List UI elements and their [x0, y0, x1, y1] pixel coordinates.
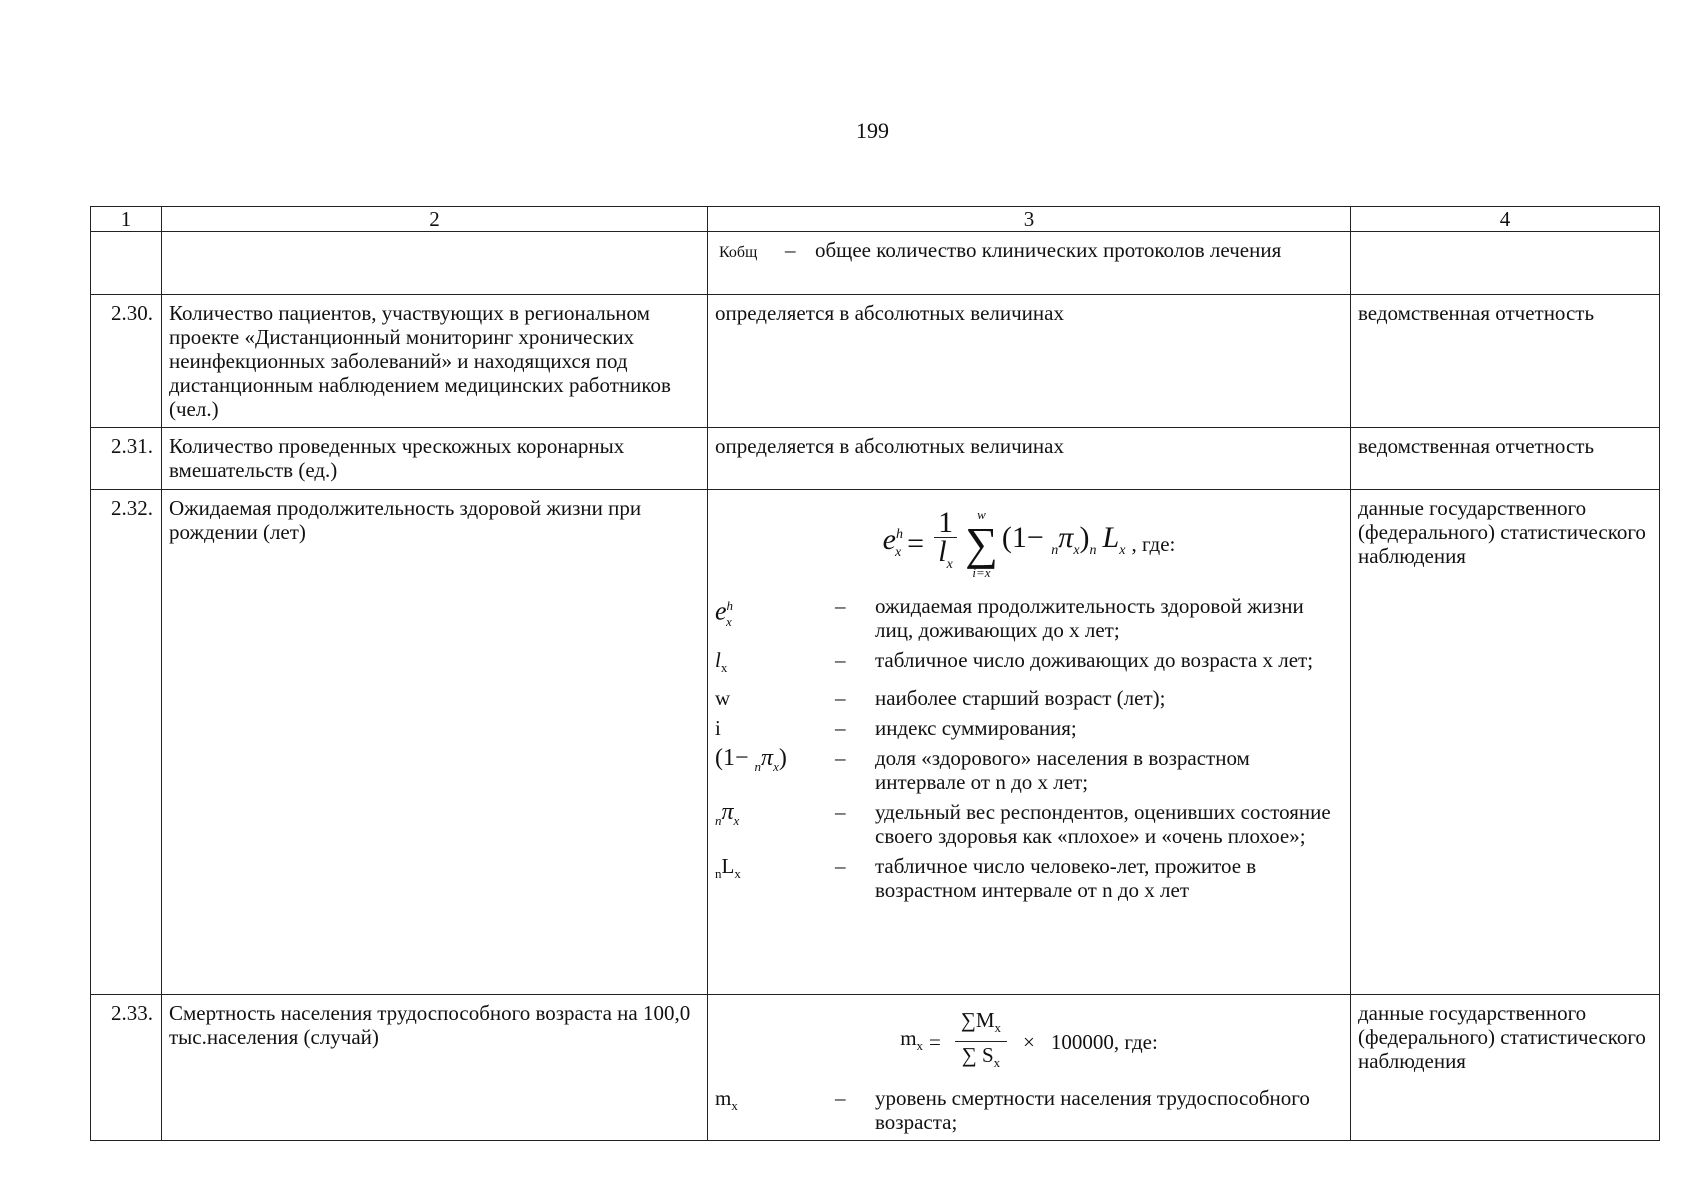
row-number: 2.31. [91, 428, 162, 490]
definition-text: доля «здорового» населения в возрастном интервале от n до x лет; [875, 746, 1250, 795]
table-header-row [91, 207, 1660, 232]
header-col-3: 3 [708, 207, 1351, 232]
indicator-name: Смертность населения трудоспособного возраста на 100,0 тыс.населения (случай) [162, 995, 708, 1141]
page-number: 199 [856, 118, 889, 143]
healthy-life-expectancy-formula: $e^h_x$ = $\frac{1}{l_x}$ w ∑ i=x $(1- _n\pi_x)_n$ $L_x$ , где: [882, 506, 1176, 580]
definition-text: табличное число человеко-лет, прожитое в возрастном интервале от n до x лет [875, 854, 1257, 903]
symbol-one-minus-pi: $(1- _n\pi_x)$ [715, 745, 787, 774]
definition-list: $e^h_x$ – ожидаемая продолжительность здоровой жизни лиц, доживающих до x лет; $l_x$ – табличное число доживающих до возраста x лет; w – наиболее старший возраст (лет); i – индекс суммирования; $(1- _n\pi_x)$ – доля «здорового» населения в возрастном интервале от n до x лет; $_n\pi_x$ – удельный вес респондентов, оценивших состояние своего здоровья как «плохое» и «очень плохое»; $_nL_x$ – табличное число человеко-лет, прожитое в возрастном интервале от n до x лет [715, 594, 1343, 902]
table-row-k-obsh [91, 232, 1660, 295]
data-source: ведомственная отчетность [1351, 295, 1660, 428]
indicator-name: Количество пациентов, участвующих в региональном проекте «Дистанционный мониторинг хронических неинфекционных заболеваний» и находящихся под дистанционным наблюдением медицинских работников (чел.) [162, 295, 708, 428]
indicator-name: Ожидаемая продолжительность здоровой жизни при рождении (лет) [162, 490, 708, 995]
calculation-method: определяется в абсолютных величинах [708, 428, 1351, 490]
data-source: данные государственного (федерального) статистического наблюдения [1351, 995, 1660, 1141]
data-source: ведомственная отчетность [1351, 428, 1660, 490]
row-number: 2.30. [91, 295, 162, 428]
indicator-table [90, 206, 1660, 1141]
definition-text: уровень смертности населения трудоспособного возраста; [875, 1086, 1310, 1135]
table-row-2-32 [91, 490, 1660, 995]
definition-text: общее количество клинических протоколов лечения [815, 238, 1282, 262]
data-source: данные государственного (федерального) статистического наблюдения [1351, 490, 1660, 995]
mortality-formula: $m_x$ = $\frac{\sum M_x}{\sum S_x}$ × 100000, где: [900, 1008, 1158, 1071]
symbol-w: w [715, 686, 731, 711]
indicator-name: Количество проведенных чрескожных коронарных вмешательств (ед.) [162, 428, 708, 490]
calculation-method: определяется в абсолютных величинах [708, 295, 1351, 428]
table-row-2-33 [91, 995, 1660, 1141]
definition-text: удельный вес респондентов, оценивших состояние своего здоровья как «плохое» и «очень плохое»; [875, 800, 1331, 849]
row-number: 2.32. [91, 490, 162, 995]
table-row-2-30 [91, 295, 1660, 428]
symbol-m-x: $m_x$ [715, 1086, 738, 1114]
definition-text: ожидаемая продолжительность здоровой жизни лиц, доживающих до x лет; [875, 594, 1304, 642]
definition-list: $m_x$ – уровень смертности населения трудоспособного возраста; [715, 1086, 1343, 1134]
symbol-n-l-x: $_nL_x$ [715, 854, 741, 882]
table-row-2-31 [91, 428, 1660, 490]
symbol-k-obsh: Кобщ [719, 244, 758, 261]
definition-k-obsh [715, 238, 1343, 265]
symbol-e-h-x: $e^h_x$ [715, 596, 734, 629]
definition-text: индекс суммирования; [875, 716, 1077, 741]
symbol-n-pi-x: $_n\pi_x$ [715, 799, 740, 828]
symbol-l-x: $l_x$ [715, 648, 728, 676]
header-col-1: 1 [91, 207, 162, 232]
definition-dash: – [785, 238, 796, 262]
row-number: 2.33. [91, 995, 162, 1141]
header-col-4: 4 [1351, 207, 1660, 232]
header-col-2: 2 [162, 207, 708, 232]
symbol-i: i [715, 716, 721, 741]
definition-text: табличное число доживающих до возраста x лет; [875, 648, 1314, 672]
definition-text: наиболее старший возраст (лет); [875, 686, 1166, 711]
